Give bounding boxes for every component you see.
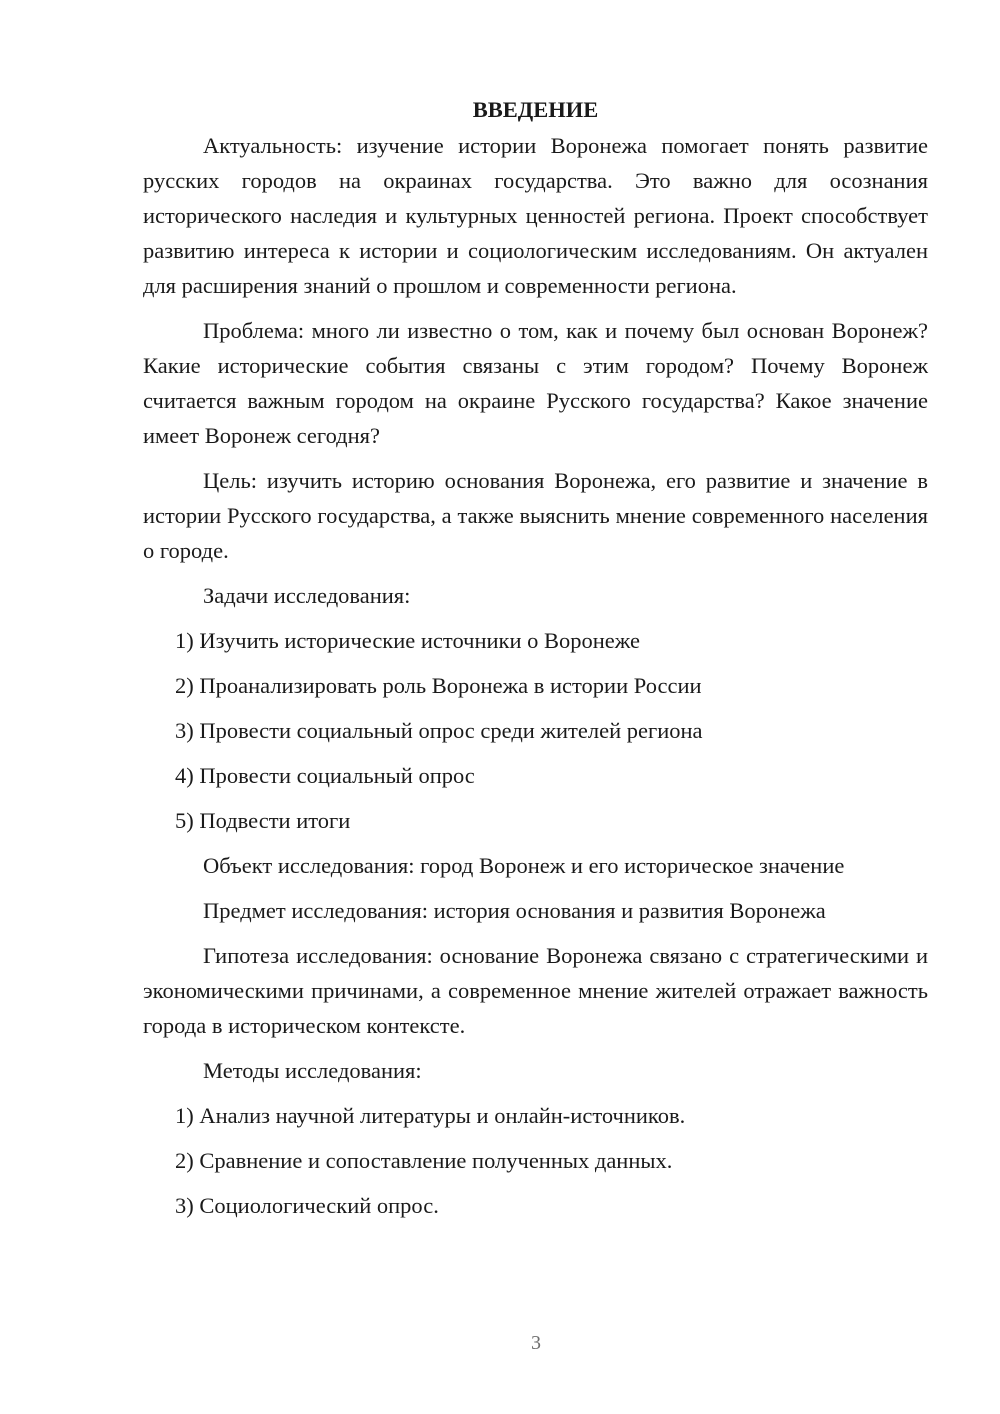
object-paragraph: Объект исследования: город Воронеж и его историческое значение [203,853,845,878]
tasks-title: Задачи исследования: [203,583,411,608]
subject-paragraph: Предмет исследования: история основания и развития Воронежа [203,898,826,923]
relevance-paragraph: Актуальность: изучение истории Воронежа помогает понять развитие русских городов на окраинах государства. Это важно для осознания исторического наследия и культурных ценностей региона. Проект способствует развитию интереса к истории и социологическим исследованиям. Он актуален для расширения знаний о прошлом и современности региона. [143,133,928,298]
list-item: 1) Изучить исторические источники о Воронеже [175,628,641,653]
hypothesis-paragraph: Гипотеза исследования: основание Воронежа связано с стратегическими и экономическими причинами, а современное мнение жителей отражает важность города в историческом контексте. [143,943,928,1038]
list-item: 2) Сравнение и сопоставление полученных данных. [175,1148,673,1173]
problem-paragraph: Проблема: много ли известно о том, как и почему был основан Воронеж? Какие исторические события связаны с этим городом? Почему Воронеж считается важным городом на окраине Русского государства? Какое значение имеет Воронеж сегодня? [143,318,928,448]
tasks-list [143,623,928,838]
list-item: 4) Провести социальный опрос [175,763,475,788]
list-item: 2) Проанализировать роль Воронежа в истории России [175,673,702,698]
list-item: 3) Социологический опрос. [175,1193,439,1218]
list-item: 3) Провести социальный опрос среди жителей региона [175,718,703,743]
section-heading: ВВЕДЕНИЕ [472,97,599,122]
list-item: 1) Анализ научной литературы и онлайн-источников. [175,1103,686,1128]
document-page [143,92,928,1233]
list-item: 5) Подвести итоги [175,808,351,833]
methods-list [143,1098,928,1223]
methods-title: Методы исследования: [203,1058,422,1083]
goal-paragraph: Цель: изучить историю основания Воронежа, его развитие и значение в истории Русского государства, а также выяснить мнение современного населения о городе. [143,468,928,563]
page-number: 3 [531,1332,541,1354]
